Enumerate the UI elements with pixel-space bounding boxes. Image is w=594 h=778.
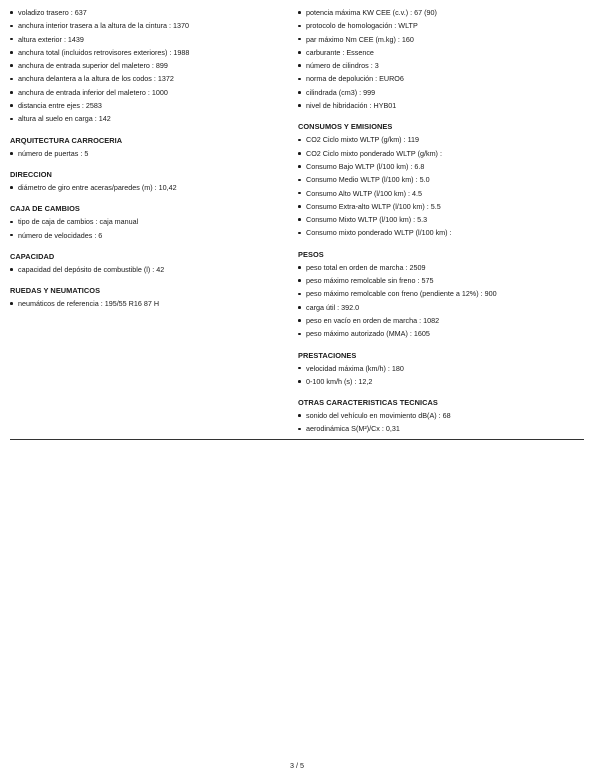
spec-item: 0-100 km/h (s) : 12,2 — [298, 375, 590, 388]
spec-item: anchura delantera a la altura de los codos : 1372 — [10, 72, 290, 85]
spec-list — [10, 181, 290, 194]
spec-item: carburante : Essence — [298, 46, 590, 59]
spec-item: número de velocidades : 6 — [10, 229, 290, 242]
section-ruedas-y-neumaticos — [10, 284, 290, 310]
spec-list — [298, 133, 590, 239]
spec-item: Consumo Mixto WLTP (l/100 km) : 5.3 — [298, 213, 590, 226]
spec-item: altura exterior : 1439 — [10, 33, 290, 46]
spec-item: capacidad del depósito de combustible (l) : 42 — [10, 263, 290, 276]
spec-item: Consumo Bajo WLTP (l/100 km) : 6.8 — [298, 160, 590, 173]
section-direccion — [10, 168, 290, 194]
section-heading: DIRECCION — [10, 169, 52, 179]
section-capacidad — [10, 250, 290, 276]
spec-list — [298, 261, 590, 341]
spec-item: Consumo Medio WLTP (l/100 km) : 5.0 — [298, 173, 590, 186]
section-heading: OTRAS CARACTERISTICAS TECNICAS — [298, 398, 438, 408]
spec-item: protocolo de homologación : WLTP — [298, 19, 590, 32]
spec-list — [10, 215, 290, 242]
spec-item: nivel de hibridación : HYB01 — [298, 99, 590, 112]
spec-item: voladizo trasero : 637 — [10, 6, 290, 19]
spec-item: tipo de caja de cambios : caja manual — [10, 215, 290, 228]
page-number: 3 / 5 — [290, 761, 304, 770]
section-heading: RUEDAS Y NEUMATICOS — [10, 286, 101, 296]
spec-item: anchura de entrada superior del maletero : 899 — [10, 59, 290, 72]
left-column — [10, 6, 290, 310]
section-heading: PRESTACIONES — [298, 350, 357, 360]
right-column — [298, 6, 590, 436]
spec-list — [298, 6, 590, 112]
spec-item: CO2 Ciclo mixto ponderado WLTP (g/km) : — [298, 147, 590, 160]
section-heading: CAJA DE CAMBIOS — [10, 204, 80, 214]
spec-item: anchura interior trasera a la altura de la cintura : 1370 — [10, 19, 290, 32]
spec-list — [10, 147, 290, 160]
section-arquitectura-carroceria — [10, 134, 290, 160]
spec-list — [10, 6, 290, 126]
spec-item: anchura total (incluidos retrovisores exteriores) : 1988 — [10, 46, 290, 59]
spec-item: potencia máxima KW CEE (c.v.) : 67 (90) — [298, 6, 590, 19]
spec-item: cilindrada (cm3) : 999 — [298, 86, 590, 99]
spec-item: altura al suelo en carga : 142 — [10, 112, 290, 125]
spec-list — [10, 263, 290, 276]
spec-item: peso en vacío en orden de marcha : 1082 — [298, 314, 590, 327]
spec-item: peso total en orden de marcha : 2509 — [298, 261, 590, 274]
section-caja-de-cambios — [10, 202, 290, 242]
spec-item: Consumo mixto ponderado WLTP (l/100 km) : — [298, 226, 590, 239]
spec-item: diámetro de giro entre aceras/paredes (m) : 10,42 — [10, 181, 290, 194]
spec-list — [10, 297, 290, 310]
section-prestaciones — [298, 349, 590, 389]
spec-list — [298, 409, 590, 436]
spec-item: carga útil : 392.0 — [298, 301, 590, 314]
spec-item: peso máximo remolcable con freno (pendiente a 12%) : 900 — [298, 287, 590, 300]
spec-item: número de puertas : 5 — [10, 147, 290, 160]
spec-item: anchura de entrada inferior del maletero : 1000 — [10, 86, 290, 99]
section-consumos-y-emisiones — [298, 120, 590, 239]
horizontal-divider — [10, 439, 584, 440]
spec-item: CO2 Ciclo mixto WLTP (g/km) : 119 — [298, 133, 590, 146]
spec-item: Consumo Alto WLTP (l/100 km) : 4.5 — [298, 187, 590, 200]
spec-item: par máximo Nm CEE (m.kg) : 160 — [298, 33, 590, 46]
spec-item: sonido del vehículo en movimiento dB(A) : 68 — [298, 409, 590, 422]
spec-item: número de cilindros : 3 — [298, 59, 590, 72]
spec-item: aerodinámica S(M²)/Cx : 0,31 — [298, 422, 590, 435]
spec-list — [298, 362, 590, 389]
spec-item: norma de depolución : EURO6 — [298, 72, 590, 85]
spec-item: distancia entre ejes : 2583 — [10, 99, 290, 112]
spec-item: Consumo Extra-alto WLTP (l/100 km) : 5.5 — [298, 200, 590, 213]
section-heading: PESOS — [298, 249, 324, 259]
section-otras-caracteristicas-tecnicas — [298, 396, 590, 436]
section-heading: CAPACIDAD — [10, 251, 55, 261]
spec-item: peso máximo remolcable sin freno : 575 — [298, 274, 590, 287]
section-heading: CONSUMOS Y EMISIONES — [298, 122, 393, 132]
spec-item: neumáticos de referencia : 195/55 R16 87 H — [10, 297, 290, 310]
spec-item: velocidad máxima (km/h) : 180 — [298, 362, 590, 375]
section-pesos — [298, 248, 590, 341]
section-heading: ARQUITECTURA CARROCERIA — [10, 135, 123, 145]
spec-item: peso máximo autorizado (MMA) : 1605 — [298, 327, 590, 340]
